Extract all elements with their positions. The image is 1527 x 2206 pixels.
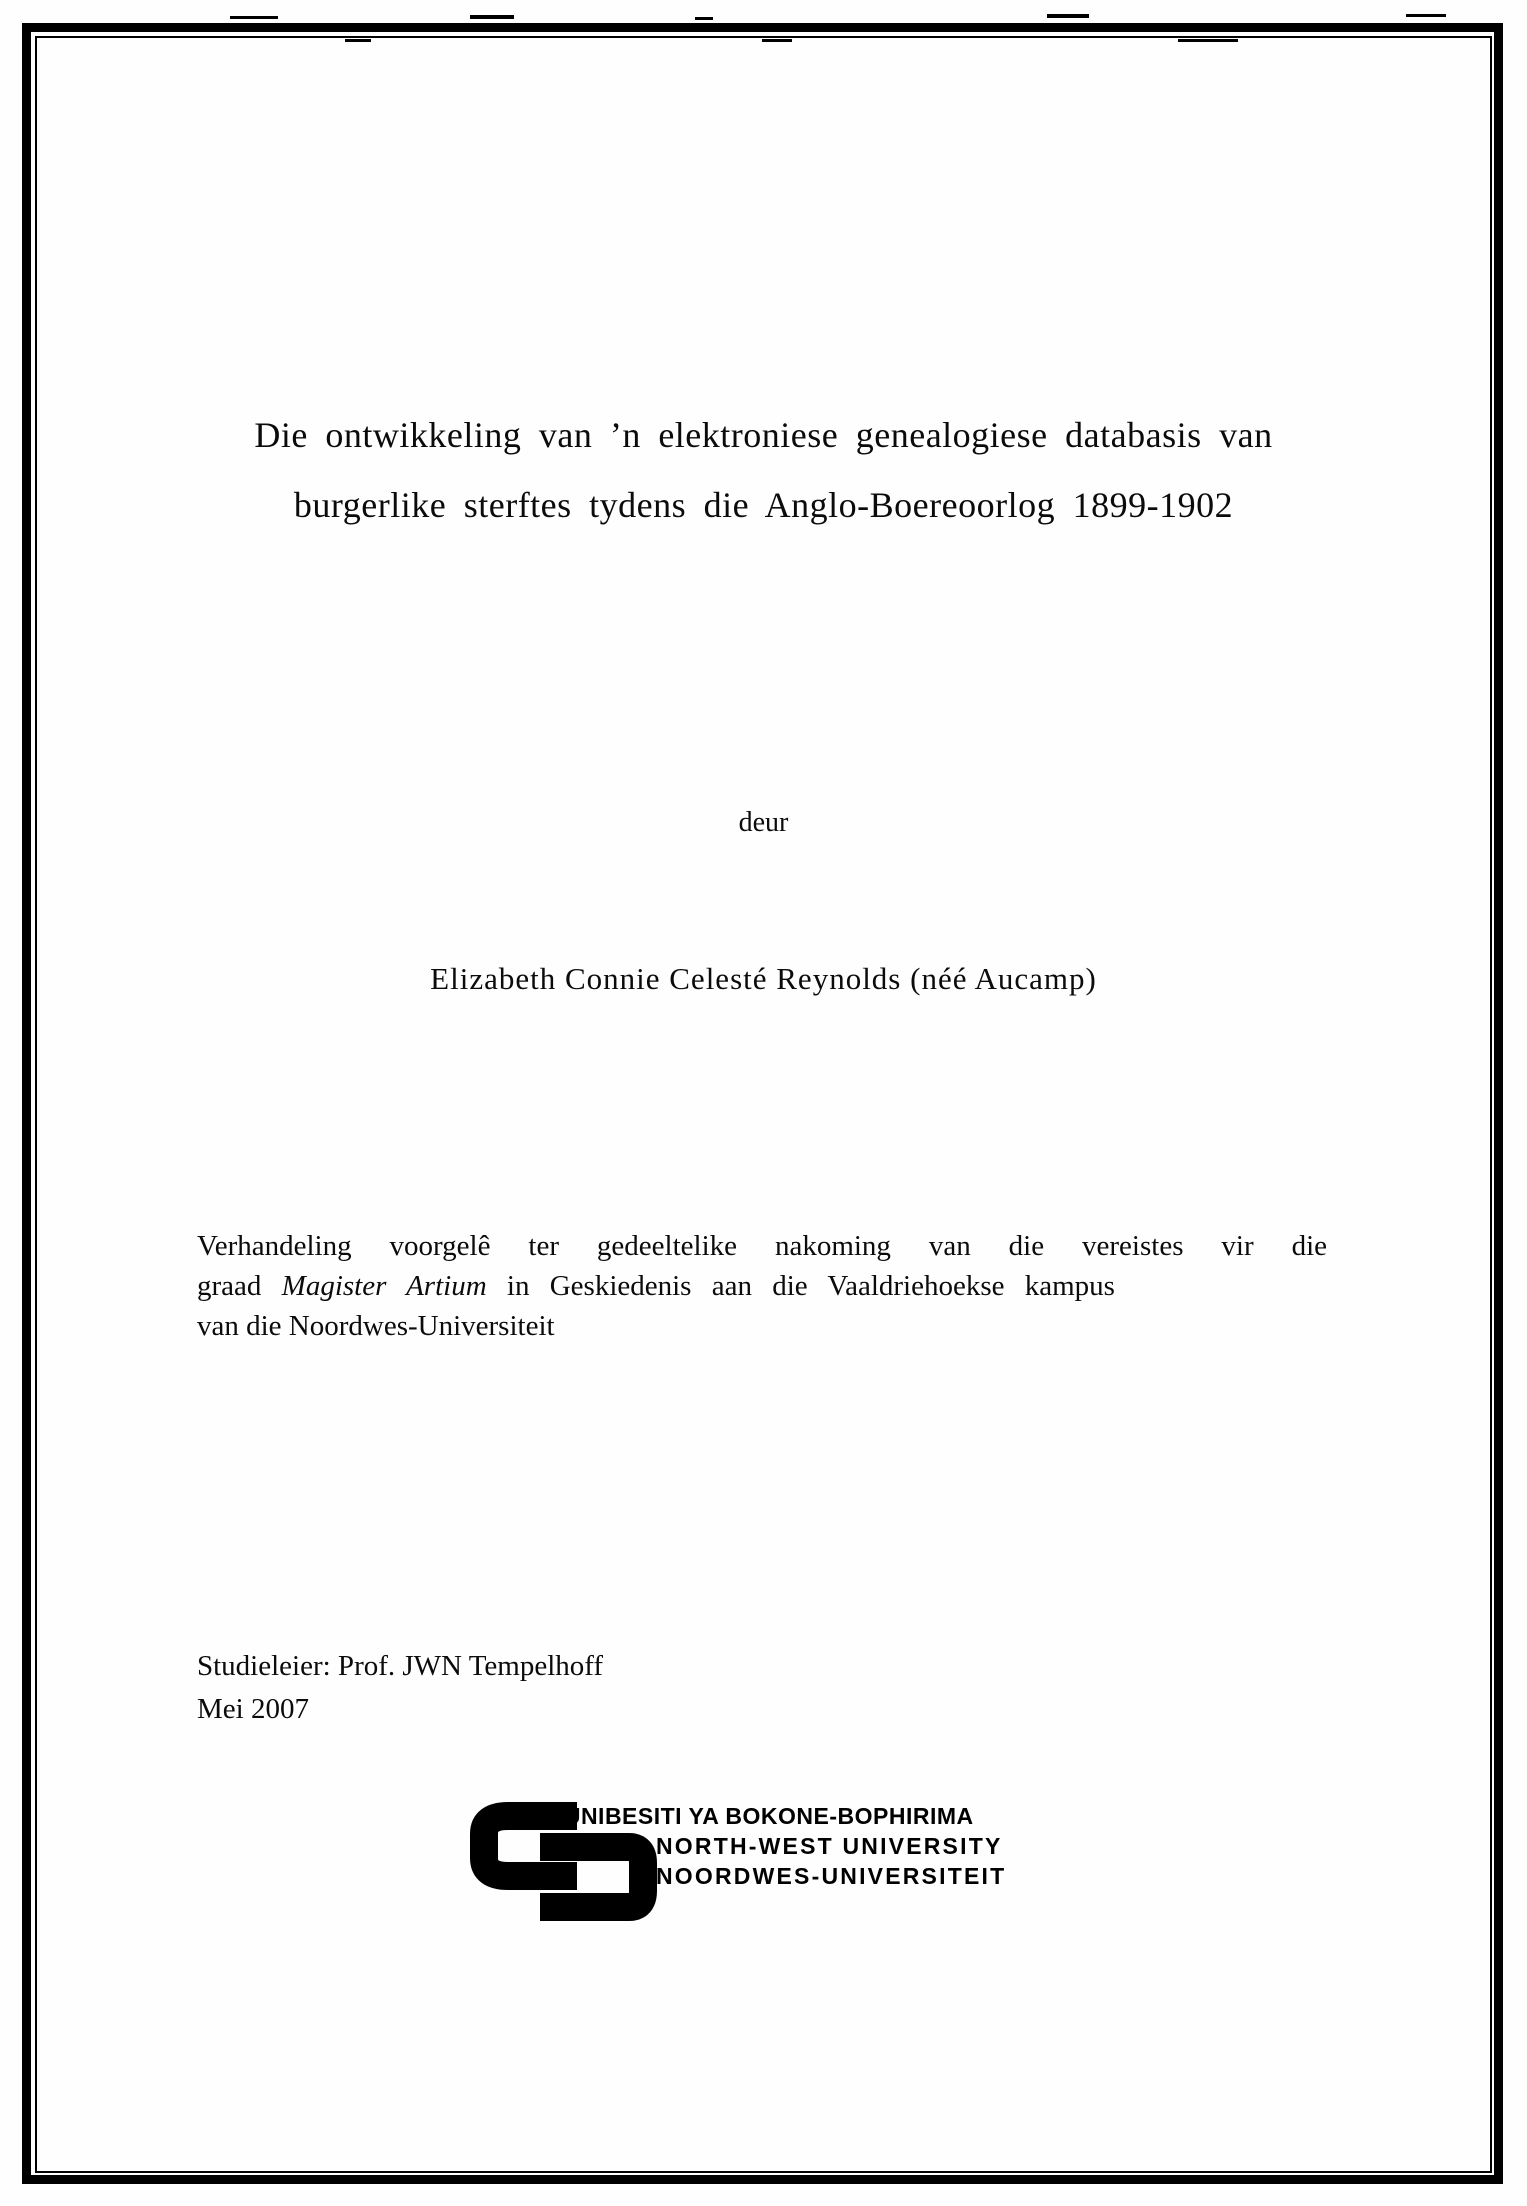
description-line-2-pre: graad <box>197 1270 282 1302</box>
supervisor-line: Studieleier: Prof. JWN Tempelhoff <box>197 1650 604 1682</box>
thesis-title-line-1: Die ontwikkeling van ’n elektroniese genealogiese databasis van <box>254 415 1273 455</box>
date-line: Mei 2007 <box>197 1693 309 1725</box>
scan-artifact <box>1406 14 1446 17</box>
logo-line-setswana: YUNIBESITI YA BOKONE-BOPHIRIMA <box>548 1803 974 1829</box>
university-logo <box>460 1795 1140 1955</box>
byline: deur <box>738 807 789 838</box>
scan-artifact <box>695 17 713 20</box>
logo-line-english: NORTH-WEST UNIVERSITY <box>656 1833 1003 1859</box>
scan-artifact <box>470 15 514 19</box>
scan-artifact <box>1047 14 1089 18</box>
description-line-1: Verhandeling voorgelê ter gedeeltelike nakoming van die vereistes vir die <box>197 1230 1327 1262</box>
scan-artifact <box>230 16 278 19</box>
description-line-3: van die Noordwes-Universiteit <box>197 1310 555 1342</box>
thesis-description <box>197 1226 1327 1346</box>
logo-line-afrikaans: NOORDWES-UNIVERSITEIT <box>656 1863 1007 1889</box>
supervisor-block <box>197 1645 603 1731</box>
description-line-2-post: in Geskiedenis aan die Vaaldriehoekse kampus <box>486 1270 1115 1302</box>
description-line-2 <box>197 1266 1327 1306</box>
author-name: Elizabeth Connie Celesté Reynolds (néé Aucamp) <box>430 961 1097 996</box>
thesis-title-line-2: burgerlike sterftes tydens die Anglo-Boereoorlog 1899-1902 <box>293 485 1234 525</box>
thesis-title <box>60 400 1467 540</box>
university-logo-text <box>548 1801 1006 1891</box>
degree-name-italic: Magister Artium <box>281 1270 487 1302</box>
